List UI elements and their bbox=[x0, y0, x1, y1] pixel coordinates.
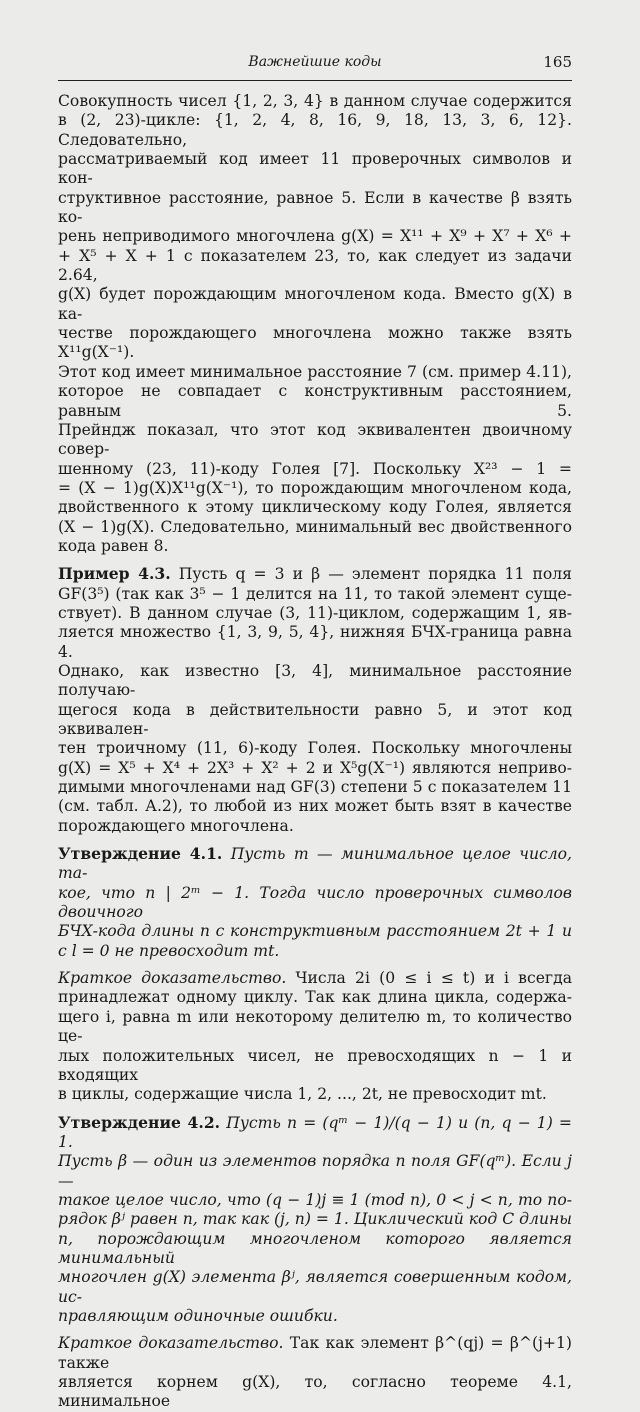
proof-heading: Краткое доказательство. bbox=[58, 969, 287, 988]
text-line: щегося кода в действительности равно 5, и этот код эквивален- bbox=[58, 700, 572, 738]
text-line: такое целое число, что (q − 1)j ≡ 1 (mod n), 0 < j < n, то по- bbox=[58, 1190, 572, 1209]
example-heading: Пример 4.3. bbox=[58, 564, 171, 584]
text-line: в (2, 23)-цикле: {1, 2, 4, 8, 16, 9, 18, 13, 3, 6, 12}. Следовательно, bbox=[58, 111, 572, 149]
text-line: честве порождающего многочлена можно также взять X¹¹g(X⁻¹). bbox=[58, 324, 572, 362]
statement-heading: Утверждение 4.2. bbox=[58, 1112, 221, 1132]
text-line: кое, что n | 2ᵐ − 1. Тогда число проверочных символов двоичного bbox=[58, 883, 572, 922]
text-line: Однако, как известно [3, 4], минимальное расстояние получаю- bbox=[58, 661, 572, 700]
text-segment: Пусть q = 3 и β — элемент порядка 11 поля bbox=[170, 565, 572, 584]
text-line: Этот код имеет минимальное расстояние 7 (см. пример 4.11), bbox=[58, 362, 572, 381]
proof-4-1-first-line bbox=[58, 969, 572, 988]
text-line: является корнем g(X), то, согласно теореме 4.1, минимальное bbox=[58, 1373, 572, 1411]
text-line: рядок βʲ равен n, так как (j, n) = 1. Циклический код C длины bbox=[58, 1210, 572, 1229]
proof-heading: Краткое доказательство. bbox=[58, 1334, 284, 1353]
text-segment: Так как элемент β^(qj) = β^(j+1) также bbox=[58, 1334, 573, 1372]
text-line: двойственного к этому циклическому коду Голея, является bbox=[58, 498, 572, 517]
text-line: лых положительных чисел, не превосходящих n − 1 и входящих bbox=[58, 1046, 572, 1084]
text-line: Пусть β — один из элементов порядка n поля GF(qᵐ). Если j — bbox=[58, 1152, 572, 1190]
text-line: рень неприводимого многочлена g(X) = X¹¹ + X⁹ + X⁷ + X⁶ + bbox=[58, 227, 572, 246]
running-title: Важнейшие коды bbox=[248, 54, 382, 70]
text-line: тен троичному (11, 6)-коду Голея. Поскольку многочлены bbox=[58, 739, 572, 758]
text-line: структивное расстояние, равное 5. Если в качестве β взять ко- bbox=[58, 188, 572, 227]
body-text bbox=[58, 92, 572, 1412]
text-line: димыми многочленами над GF(3) степени 5 с показателем 11 bbox=[58, 778, 572, 797]
text-line: порождающего многочлена. bbox=[58, 816, 294, 835]
statement-4-1-first-line bbox=[58, 844, 572, 884]
text-line: которое не совпадает с конструктивным расстоянием, равным 5. bbox=[58, 382, 572, 420]
text-line: c l = 0 не превосходит mt. bbox=[58, 941, 280, 960]
statement-heading: Утверждение 4.1. bbox=[58, 844, 223, 864]
text-segment: Числа 2i (0 ≤ i ≤ t) и i всегда bbox=[286, 969, 572, 988]
text-segment: Пусть n = (qᵐ − 1)/(q − 1) и (n, q − 1) = 1. bbox=[58, 1113, 572, 1151]
text-line: + X⁵ + X + 1 с показателем 23, то, как следует из задачи 2.64, bbox=[58, 246, 572, 285]
text-line: (см. табл. А.2), то любой из них может быть взят в качестве bbox=[58, 797, 572, 816]
text-line: рассматриваемый код имеет 11 проверочных символов и кон- bbox=[58, 150, 572, 188]
page-number: 165 bbox=[543, 53, 572, 71]
text-line: в циклы, содержащие числа 1, 2, ..., 2t, не превосходит mt. bbox=[58, 1085, 547, 1104]
text-line: GF(3⁵) (так как 3⁵ − 1 делится на 11, то такой элемент суще- bbox=[58, 584, 572, 603]
statement-4-2-first-line bbox=[58, 1113, 572, 1153]
text-line: шенному (23, 11)-коду Голея [7]. Поскольку X²³ − 1 = bbox=[58, 459, 572, 478]
text-line: Прейндж показал, что этот код эквивалентен двоичному совер- bbox=[58, 420, 572, 459]
text-line: многочлен g(X) элемента βʲ, является совершенным кодом, ис- bbox=[58, 1268, 572, 1306]
example-4-3-first-line bbox=[58, 564, 572, 584]
text-line: ствует). В данном случае (3, 11)-циклом, содержащим 1, яв- bbox=[58, 603, 572, 622]
text-line: (X − 1)g(X). Следовательно, минимальный вес двойственного bbox=[58, 517, 572, 536]
text-line: щего i, равна m или некоторому делителю m, то количество це- bbox=[58, 1007, 572, 1046]
text-line: ляется множество {1, 3, 9, 5, 4}, нижняя БЧХ-граница равна 4. bbox=[58, 623, 572, 661]
text-line: Совокупность чисел {1, 2, 3, 4} в данном случае содержится bbox=[58, 92, 572, 110]
text-line: правляющим одиночные ошибки. bbox=[58, 1306, 338, 1325]
text-line: кода равен 8. bbox=[58, 536, 169, 555]
text-line: принадлежат одному циклу. Так как длина цикла, содержа- bbox=[58, 988, 572, 1007]
text-line: БЧХ-кода длины n с конструктивным расстоянием 2t + 1 и bbox=[58, 922, 572, 941]
text-line: = (X − 1)g(X)X¹¹g(X⁻¹), то порождающим многочленом кода, bbox=[58, 478, 572, 497]
text-line: g(X) = X⁵ + X⁴ + 2X³ + X² + 2 и X⁵g(X⁻¹) являются неприво- bbox=[58, 758, 572, 777]
text-line: g(X) будет порождающим многочленом кода. Вместо g(X) в ка- bbox=[58, 285, 572, 323]
text-segment: Пусть m — минимальное целое число, та- bbox=[58, 845, 572, 883]
text-line: n, порождающим многочленом которого является минимальный bbox=[58, 1229, 572, 1267]
page-header bbox=[58, 50, 572, 81]
proof-4-2-first-line bbox=[58, 1334, 572, 1373]
